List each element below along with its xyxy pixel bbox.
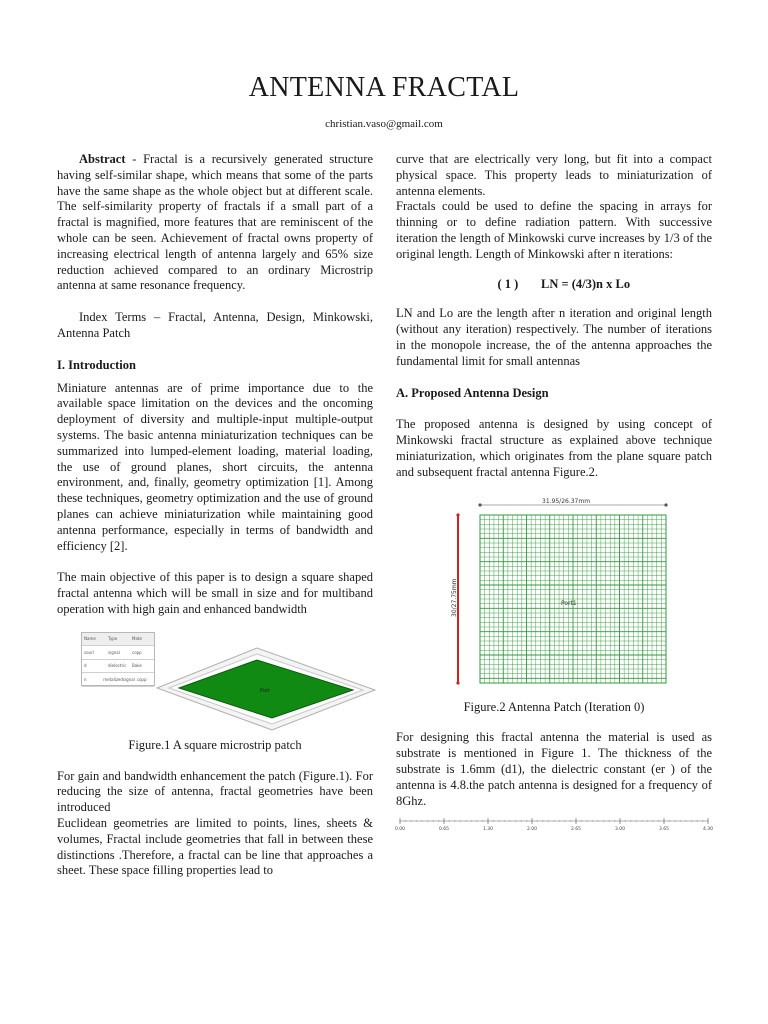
figure-1-caption: Figure.1 A square microstrip patch — [128, 737, 302, 752]
abstract-label: Abstract — [79, 152, 126, 166]
layer-table-cell: metalizedsignal — [103, 676, 135, 682]
section-a-heading: A. Proposed Antenna Design — [396, 385, 549, 400]
figure-1 — [57, 630, 373, 730]
ruler-tick-label: 3.00 — [614, 827, 626, 833]
intro-paragraph-2: The main objective of this paper is to design a square shaped fractal antenna which will be small in size and for multiband operation with high gain and enhanced bandwidth — [57, 570, 373, 616]
width-dimension-end — [478, 503, 481, 506]
right-paragraph-3: LN and Lo are the length after n iteration and original length (without any iteration) respectively. The number of iterations in the monopole increase, the of the antenna approaches the fundamental limit for small antennas — [396, 306, 712, 368]
grid-lines — [480, 515, 666, 683]
frequency-ruler — [396, 817, 712, 833]
layer-table-cell: dielectric — [108, 663, 127, 669]
intro-paragraph-3: For gain and bandwidth enhancement the patch (Figure.1). For reducing the size of antenna, fractal geometries have been introduced — [57, 768, 373, 815]
ruler-tick-label: 1.30 — [482, 827, 494, 833]
layer-table-cell: signal — [108, 649, 120, 655]
author-email[interactable]: christian.vaso@gmail.com — [325, 118, 443, 130]
right-paragraph-2: Fractals could be used to define the spacing in arrays for thinning or to define radiation pattern. With successive iteration the length of Minkowski curve increases by 1/3 of the original length. Length of Minkowski after n iterations: — [396, 199, 712, 261]
layer-table-cell: copp — [132, 649, 142, 655]
layer-table-header-cell: Type — [108, 636, 118, 642]
microstrip-patch-illustration — [57, 630, 373, 730]
ruler-tick-label: 3.65 — [658, 827, 670, 833]
paper-title: ANTENNA FRACTAL — [248, 72, 520, 103]
section-1-heading: I. Introduction — [57, 357, 136, 372]
figure-2 — [396, 497, 712, 692]
ruler-graphic — [396, 817, 712, 833]
equation-1 — [396, 277, 712, 293]
ruler-tick-label: 2.00 — [526, 827, 538, 833]
right-paragraph-4: The proposed antenna is designed by using concept of Minkowski fractal structure as explained above technique miniaturization, which originates from the plane square patch and subsequent fractal antenna Figure.2. — [396, 417, 712, 479]
antenna-patch-grid — [396, 497, 712, 692]
equation-number: ( 1 ) — [497, 276, 519, 291]
right-paragraph-5: For designing this fractal antenna the material is used as substrate is mentioned in Figure 1. The thickness of the substrate is 1.6mm (d1), the dielectric constant (er ) of the antenna is 4.8.the patch antenna is designed for a frequency of 8Ghz. — [396, 730, 712, 808]
right-column — [396, 152, 712, 833]
intro-paragraph-4: Euclidean geometries are limited to points, lines, sheets & volumes, Fractal include geometries that fall in between these distinctions .Therefore, a fractal can be line that approaches a sheet. These space filling properties lead to — [57, 815, 373, 878]
abstract-text: - Fractal is a recursively generated structure having self-similar shape, which means that some of the parts have the same shape as the whole object but at different scale. The self-similarity property of fractals if a small part of a fractal is magnified, more features that are reminiscent of the whole can be seen. Achievement of fractal owns property of increasing electrical length of antenna largely and 65% size reduction achieved compared to an ordinary Microstrip antenna at same resonance frequency. — [57, 152, 373, 293]
index-terms: Index Terms – Fractal, Antenna, Design, Minkowski, Antenna Patch — [57, 310, 373, 340]
layer-table-header-cell: Name — [84, 636, 96, 642]
layer-table-cell: copp — [136, 676, 147, 682]
ruler-tick-label: 2.65 — [570, 827, 582, 833]
layer-table-header-cell: Mate — [132, 636, 142, 642]
layer-table-cell: sourl — [84, 649, 94, 655]
height-dimension-end — [456, 513, 459, 516]
right-paragraph-1: curve that are electrically very long, but fit into a compact physical space. This property leads to miniaturization of antenna elements. — [396, 152, 712, 198]
ruler-tick-label: 4.30 — [702, 827, 714, 833]
height-dimension-end — [456, 681, 459, 684]
ruler-tick-label: 0.00 — [394, 827, 406, 833]
abstract — [57, 152, 373, 294]
width-dimension-label: 31.95/26.37mm — [542, 497, 591, 505]
figure-2-caption: Figure.2 Antenna Patch (Iteration 0) — [463, 699, 645, 714]
left-column — [57, 152, 373, 879]
ruler-tick-label: 0.65 — [438, 827, 450, 833]
equation-text: LN = (4/3)n x Lo — [541, 276, 631, 291]
port-label: Port1 — [561, 599, 577, 607]
layer-table-cell: n — [84, 676, 87, 682]
layer-table-cell: d — [84, 663, 87, 669]
width-dimension-end — [664, 503, 667, 506]
patch-port-label: Port — [260, 687, 270, 694]
layer-table-cell: Bake — [132, 663, 142, 669]
height-dimension-label: 30/27.75mm — [451, 578, 458, 617]
intro-paragraph-1: Miniature antennas are of prime importance due to the available space limitation on the devices and the oncoming deployment of diversity and multiple-input multiple-output systems. The basic antenna miniaturization techniques can be summarized into lumped-element loading, material loading, the use of ground planes, short circuits, the antenna environment, and, finally, geometry optimization [1]. Among these techniques, geometry optimization and the use of ground planes can achieve miniaturization while maintaining good antenna performance, especially in terms of bandwidth and efficiency [2]. — [57, 380, 373, 553]
